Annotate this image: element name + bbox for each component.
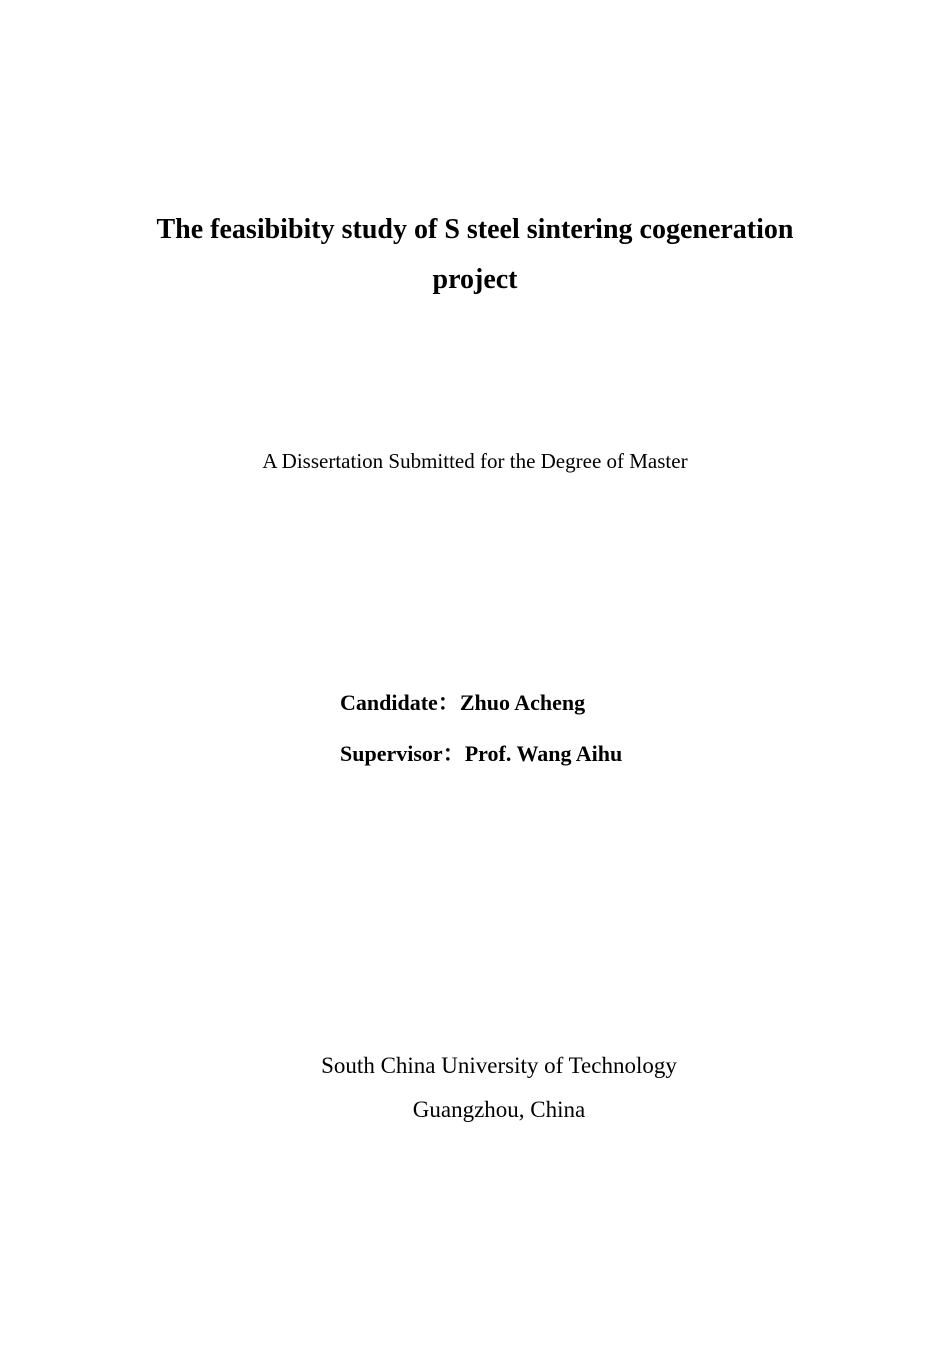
degree-statement: A Dissertation Submitted for the Degree of Master [262,449,688,473]
thesis-title-line-2: project [432,264,518,295]
candidate-name: Zhuo Acheng [459,690,586,715]
supervisor-label: Supervisor [340,741,443,766]
supervisor-line [340,739,622,769]
thesis-title-line-1: The feasibibity study of S steel sintering cogeneration [156,214,794,245]
university-location: Guangzhou, China [412,1097,586,1122]
supervisor-name: Prof. Wang Aihu [464,741,623,766]
university-name: South China University of Technology [321,1053,677,1078]
candidate-separator: ： [437,690,460,715]
candidate-line [340,688,585,718]
candidate-label: Candidate [340,690,438,715]
supervisor-separator: ： [442,741,465,766]
